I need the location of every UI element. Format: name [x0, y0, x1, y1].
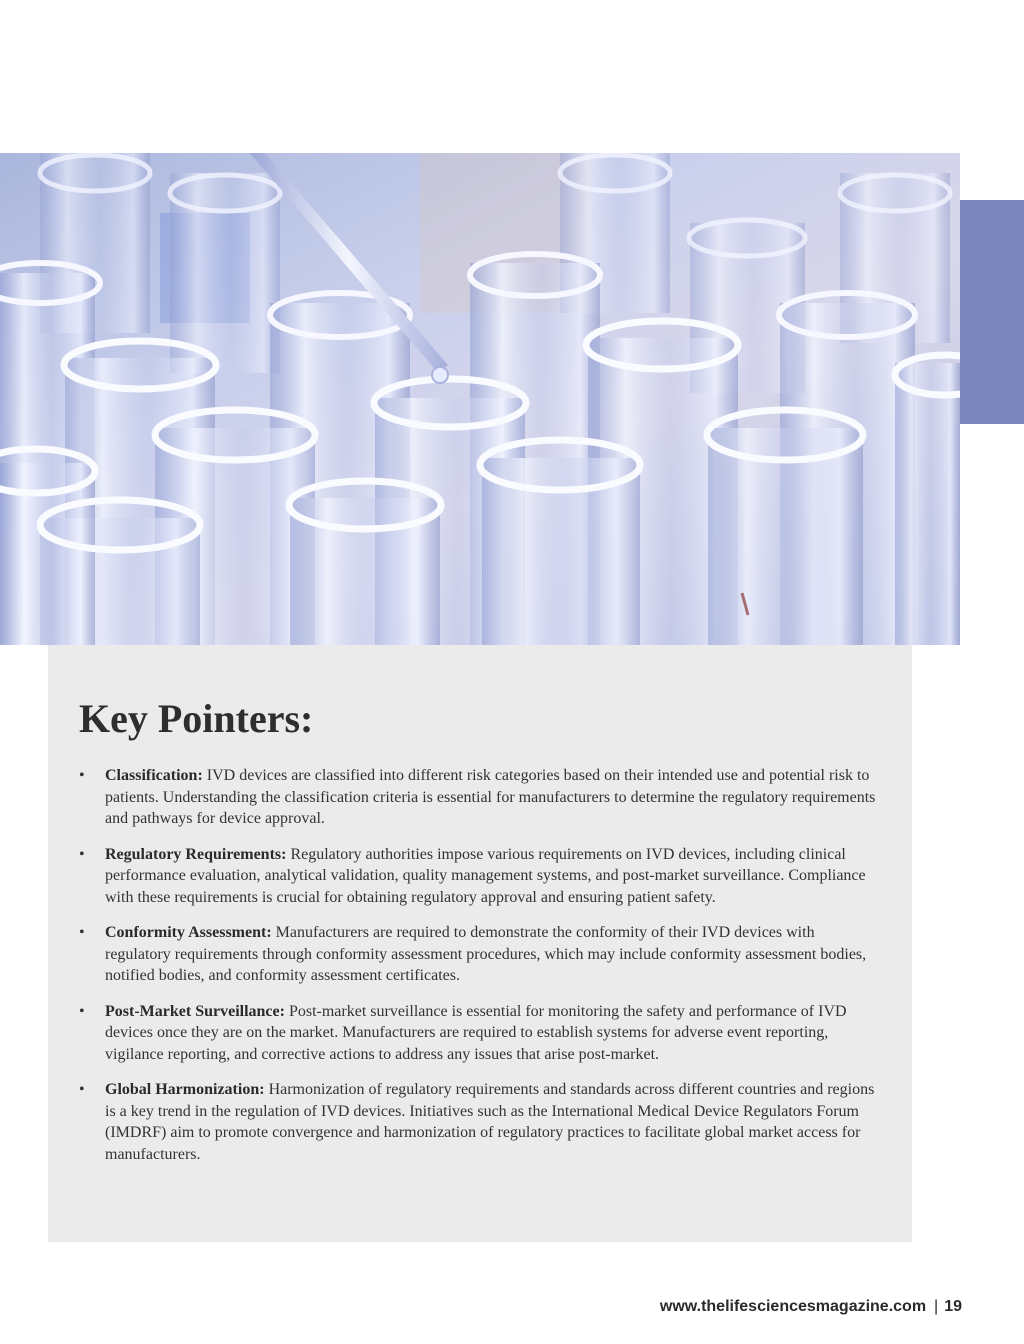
- pointer-label: Classification:: [105, 767, 203, 784]
- page-footer: [660, 1298, 962, 1316]
- pointer-label: Regulatory Requirements:: [105, 845, 287, 863]
- test-tubes-photo: [0, 153, 960, 645]
- pointer-global-harmonization: [79, 1079, 879, 1165]
- bullet-icon: •: [79, 1081, 85, 1098]
- website-link[interactable]: www.thelifesciencesmagazine.com: [659, 1298, 927, 1315]
- bullet-icon: •: [79, 845, 85, 863]
- section-title: Key Pointers:: [79, 696, 314, 741]
- pointer-label: Conformity Assessment:: [105, 924, 272, 941]
- pointer-conformity-assessment: [79, 922, 879, 987]
- pointer-post-market-surveillance: [79, 1001, 879, 1066]
- page-number: 19: [944, 1298, 962, 1315]
- pointer-classification: [79, 765, 879, 830]
- pointer-label: Global Harmonization:: [105, 1081, 265, 1098]
- pointer-text: IVD devices are classified into different risk categories based on their intended use and potential risk to patients. Understanding the classification criteria is essential for manufacturers to determine the regulatory requirements and pathways for device approval.: [105, 767, 876, 827]
- bullet-icon: •: [79, 924, 85, 941]
- footer-separator: |: [934, 1298, 939, 1315]
- pointer-regulatory-requirements: [79, 844, 879, 909]
- bullet-icon: •: [79, 767, 85, 784]
- key-pointers-list: [79, 765, 879, 1179]
- pointer-text: Post-market surveillance is essential for monitoring the safety and performance of IVD devices once they are on the market. Manufacturers are required to establish systems for adverse event reporting, vigilance reporting, and corrective actions to address any issues that arise post-market.: [105, 1002, 847, 1063]
- pointer-text: Manufacturers are required to demonstrate the conformity of their IVD devices with regulatory requirements through conformity assessment procedures, which may include conformity assessment bodies, notified bodies, and conformity assessment certificates.: [105, 924, 867, 984]
- bullet-icon: •: [79, 1002, 85, 1020]
- accent-side-tab: [960, 200, 1024, 424]
- pointer-text: Regulatory authorities impose various requirements on IVD devices, including clinical performance evaluation, analytical validation, quality management systems, and post-market surveillance. Compliance with these requirements is crucial for obtaining regulatory approval and ensuring patient safety.: [105, 845, 866, 906]
- pointer-text: Harmonization of regulatory requirements and standards across different countries and regions is a key trend in the regulation of IVD devices. Initiatives such as the International Medical Device Regulators Forum (IMDRF) aim to promote convergence and harmonization of regulatory practices to facilitate global market access for manufacturers.: [105, 1081, 875, 1163]
- pointer-label: Post-Market Surveillance:: [105, 1002, 285, 1020]
